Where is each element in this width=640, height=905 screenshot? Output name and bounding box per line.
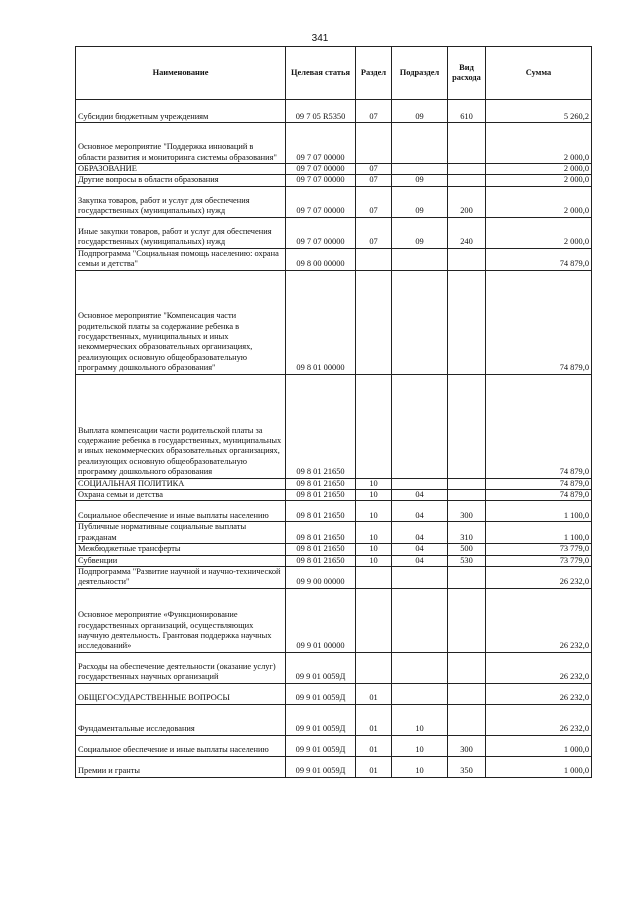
row-amount: 5 260,2 [486,100,592,123]
row-subsection [392,248,448,270]
row-amount: 74 879,0 [486,490,592,501]
table-header-row [76,47,592,100]
table-row [76,652,592,683]
row-exp-type: 310 [448,522,486,544]
row-article: 09 9 01 0059Д [286,652,356,683]
page-number: 341 [311,33,329,44]
row-exp-type [448,270,486,374]
table-row [76,522,592,544]
row-exp-type [448,164,486,175]
row-name: Субсидии бюджетным учреждениям [76,100,286,123]
row-subsection: 04 [392,490,448,501]
row-subsection: 09 [392,100,448,123]
table-row [76,123,592,164]
row-amount: 26 232,0 [486,567,592,589]
row-exp-type [448,374,486,478]
table-row [76,756,592,777]
table-row [76,100,592,123]
row-name: Основное мероприятие "Компенсация части родительской платы за содержание ребенка в государственных, муниципальных и иных некоммерческих образовательных организациях, реализующих основную общеобразовательную программу дошкольного образования" [76,270,286,374]
row-amount: 74 879,0 [486,270,592,374]
row-amount: 74 879,0 [486,374,592,478]
row-amount: 26 232,0 [486,704,592,735]
row-subsection: 09 [392,217,448,248]
row-article: 09 8 01 00000 [286,270,356,374]
row-amount: 2 000,0 [486,175,592,186]
row-exp-type [448,478,486,489]
row-name: Другие вопросы в области образования [76,175,286,186]
row-section: 10 [356,478,392,489]
row-section [356,374,392,478]
row-subsection: 04 [392,501,448,522]
row-subsection [392,164,448,175]
row-exp-type [448,490,486,501]
row-article: 09 9 01 00000 [286,588,356,652]
row-subsection [392,374,448,478]
row-section [356,270,392,374]
row-subsection: 04 [392,522,448,544]
row-name: Социальное обеспечение и иные выплаты населению [76,735,286,756]
header-amount: Сумма [486,47,592,100]
row-exp-type: 530 [448,555,486,566]
row-section: 01 [356,704,392,735]
table-row [76,555,592,566]
table-row [76,186,592,217]
row-subsection: 04 [392,555,448,566]
row-exp-type [448,567,486,589]
table-row [76,374,592,478]
row-section: 07 [356,175,392,186]
row-article: 09 7 05 R5350 [286,100,356,123]
row-name: Подпрограмма "Развитие научной и научно-технической деятельности" [76,567,286,589]
row-article: 09 9 01 0059Д [286,735,356,756]
row-name: Основное мероприятие "Поддержка инноваций в области развития и мониторинга системы образования" [76,123,286,164]
row-name: Иные закупки товаров, работ и услуг для обеспечения государственных (муниципальных) нужд [76,217,286,248]
row-article: 09 9 00 00000 [286,567,356,589]
row-exp-type: 350 [448,756,486,777]
row-section: 10 [356,522,392,544]
row-article: 09 7 07 00000 [286,123,356,164]
row-subsection: 10 [392,704,448,735]
row-amount: 74 879,0 [486,248,592,270]
row-exp-type [448,123,486,164]
row-name: Публичные нормативные социальные выплаты гражданам [76,522,286,544]
row-subsection: 10 [392,735,448,756]
row-amount: 73 779,0 [486,555,592,566]
row-name: Социальное обеспечение и иные выплаты населению [76,501,286,522]
row-amount: 1 000,0 [486,756,592,777]
row-amount: 26 232,0 [486,683,592,704]
row-name: Подпрограмма "Социальная помощь населению: охрана семьи и детства" [76,248,286,270]
row-article: 09 8 00 00000 [286,248,356,270]
row-amount: 73 779,0 [486,544,592,555]
row-exp-type [448,683,486,704]
table-row [76,588,592,652]
row-name: Премии и гранты [76,756,286,777]
row-amount: 2 000,0 [486,186,592,217]
row-exp-type: 300 [448,735,486,756]
row-section: 07 [356,100,392,123]
row-amount: 1 100,0 [486,522,592,544]
row-article: 09 8 01 21650 [286,490,356,501]
row-section [356,123,392,164]
header-article: Целевая статья [286,47,356,100]
row-amount: 1 000,0 [486,735,592,756]
row-name: ОБЩЕГОСУДАРСТВЕННЫЕ ВОПРОСЫ [76,683,286,704]
row-exp-type: 240 [448,217,486,248]
table-row [76,735,592,756]
row-section: 10 [356,555,392,566]
row-subsection [392,652,448,683]
row-subsection: 04 [392,544,448,555]
row-exp-type [448,652,486,683]
row-subsection: 10 [392,756,448,777]
row-section: 07 [356,164,392,175]
row-section [356,567,392,589]
table-row [76,175,592,186]
row-amount: 2 000,0 [486,217,592,248]
row-exp-type: 610 [448,100,486,123]
row-exp-type [448,588,486,652]
row-amount: 74 879,0 [486,478,592,489]
row-article: 09 7 07 00000 [286,175,356,186]
row-name: СОЦИАЛЬНАЯ ПОЛИТИКА [76,478,286,489]
row-subsection: 09 [392,186,448,217]
row-article: 09 9 01 0059Д [286,704,356,735]
row-section: 10 [356,490,392,501]
row-article: 09 9 01 0059Д [286,756,356,777]
row-section: 01 [356,756,392,777]
header-section: Раздел [356,47,392,100]
row-amount: 26 232,0 [486,588,592,652]
row-article: 09 8 01 21650 [286,478,356,489]
row-subsection [392,683,448,704]
row-exp-type [448,248,486,270]
row-article: 09 8 01 21650 [286,374,356,478]
table-row [76,567,592,589]
header-subsection: Подраздел [392,47,448,100]
row-name: ОБРАЗОВАНИЕ [76,164,286,175]
row-section: 10 [356,501,392,522]
row-name: Фундаментальные исследования [76,704,286,735]
table-row [76,683,592,704]
row-exp-type: 300 [448,501,486,522]
table-row [76,544,592,555]
header-name: Наименование [76,47,286,100]
row-article: 09 7 07 00000 [286,186,356,217]
row-article: 09 8 01 21650 [286,501,356,522]
row-subsection [392,123,448,164]
table-row [76,478,592,489]
row-name: Основное мероприятие «Функционирование государственных организаций, осуществляющих научную деятельность. Грантовая поддержка научных исследований» [76,588,286,652]
row-exp-type [448,175,486,186]
table-row [76,704,592,735]
table-row [76,217,592,248]
row-amount: 2 000,0 [486,123,592,164]
row-section: 07 [356,217,392,248]
row-section: 01 [356,735,392,756]
row-exp-type [448,704,486,735]
row-section: 10 [356,544,392,555]
row-name: Закупка товаров, работ и услуг для обеспечения государственных (муниципальных) нужд [76,186,286,217]
row-name: Межбюджетные трансферты [76,544,286,555]
table-row [76,270,592,374]
row-subsection [392,567,448,589]
header-exp-type: Вид расхода [448,47,486,100]
row-article: 09 8 01 21650 [286,544,356,555]
row-section [356,248,392,270]
row-subsection [392,270,448,374]
row-section [356,652,392,683]
row-section: 01 [356,683,392,704]
row-section [356,588,392,652]
table-row [76,501,592,522]
row-subsection: 09 [392,175,448,186]
row-name: Выплата компенсации части родительской платы за содержание ребенка в государственных, муниципальных и иных некоммерческих образовательных организациях, реализующих основную общеобразовательную программу дошкольного образования [76,374,286,478]
row-amount: 1 100,0 [486,501,592,522]
row-name: Охрана семьи и детства [76,490,286,501]
row-article: 09 8 01 21650 [286,555,356,566]
row-exp-type: 500 [448,544,486,555]
budget-table [75,46,592,778]
row-exp-type: 200 [448,186,486,217]
table-row [76,164,592,175]
row-article: 09 7 07 00000 [286,164,356,175]
row-article: 09 7 07 00000 [286,217,356,248]
table-row [76,248,592,270]
row-amount: 2 000,0 [486,164,592,175]
row-name: Расходы на обеспечение деятельности (оказание услуг) государственных научных организаций [76,652,286,683]
table-row [76,490,592,501]
row-article: 09 9 01 0059Д [286,683,356,704]
row-subsection [392,478,448,489]
row-article: 09 8 01 21650 [286,522,356,544]
row-subsection [392,588,448,652]
row-section: 07 [356,186,392,217]
row-amount: 26 232,0 [486,652,592,683]
row-name: Субвенции [76,555,286,566]
